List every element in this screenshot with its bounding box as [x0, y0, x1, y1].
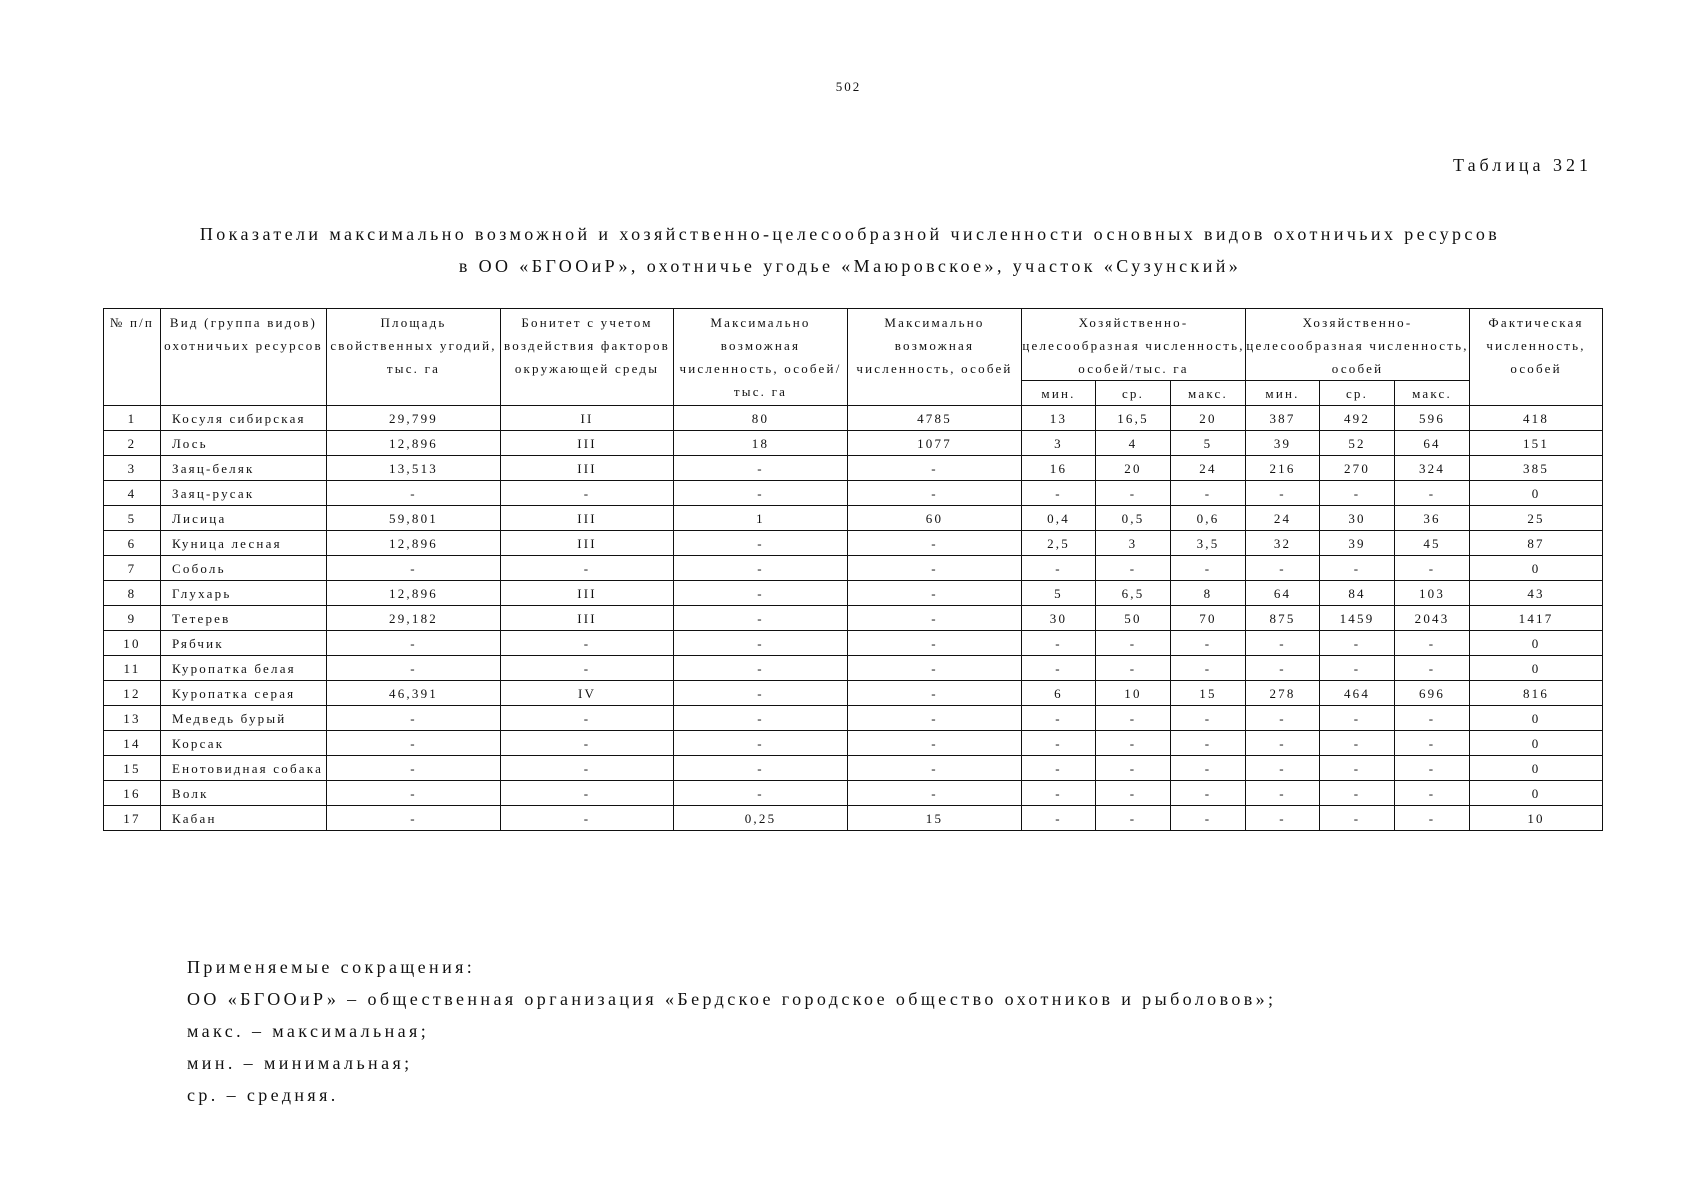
- header-max-count: Максимально возможная численность, особей: [848, 309, 1022, 406]
- header-eco-count: Хозяйственно-целесообразная численность, особей: [1246, 309, 1470, 381]
- cell-c-max: 64: [1395, 431, 1470, 456]
- cell-d-avg: 50: [1096, 606, 1171, 631]
- cell-name: Рябчик: [161, 631, 327, 656]
- cell-c-avg: 1459: [1320, 606, 1395, 631]
- cell-c-min: 32: [1246, 531, 1320, 556]
- header-num: № п/п: [104, 309, 161, 406]
- cell-num: 8: [104, 581, 161, 606]
- cell-area: 29,799: [327, 406, 501, 431]
- cell-c-max: -: [1395, 781, 1470, 806]
- cell-d-min: -: [1022, 706, 1096, 731]
- cell-d-avg: -: [1096, 756, 1171, 781]
- header-area: Площадь свойственных угодий, тыс. га: [327, 309, 501, 406]
- cell-d-min: 0,4: [1022, 506, 1096, 531]
- cell-d-min: -: [1022, 731, 1096, 756]
- cell-d-max: 20: [1171, 406, 1246, 431]
- cell-d-max: 8: [1171, 581, 1246, 606]
- cell-c-max: 45: [1395, 531, 1470, 556]
- cell-max-count: -: [848, 656, 1022, 681]
- cell-c-max: -: [1395, 756, 1470, 781]
- cell-d-max: -: [1171, 656, 1246, 681]
- subheader-count-avg: ср.: [1320, 381, 1395, 406]
- cell-area: -: [327, 806, 501, 831]
- cell-c-max: -: [1395, 556, 1470, 581]
- cell-area: 13,513: [327, 456, 501, 481]
- cell-max-count: -: [848, 456, 1022, 481]
- cell-name: Косуля сибирская: [161, 406, 327, 431]
- cell-actual: 25: [1470, 506, 1603, 531]
- cell-bonitet: IV: [501, 681, 674, 706]
- notes-item: ОО «БГООиР» – общественная организация «Бердское городское общество охотников и рыболовов»;: [187, 989, 1277, 1009]
- table-row: [104, 481, 1603, 506]
- cell-d-avg: -: [1096, 706, 1171, 731]
- cell-num: 7: [104, 556, 161, 581]
- cell-max-density: -: [674, 556, 848, 581]
- cell-d-min: -: [1022, 781, 1096, 806]
- cell-bonitet: -: [501, 731, 674, 756]
- cell-max-density: 1: [674, 506, 848, 531]
- cell-d-min: 6: [1022, 681, 1096, 706]
- cell-actual: 0: [1470, 656, 1603, 681]
- cell-bonitet: -: [501, 631, 674, 656]
- cell-name: Глухарь: [161, 581, 327, 606]
- cell-d-max: 0,6: [1171, 506, 1246, 531]
- cell-actual: 0: [1470, 731, 1603, 756]
- cell-actual: 0: [1470, 631, 1603, 656]
- title-line-1: Показатели максимально возможной и хозяйственно-целесообразной численности основных видов охотничьих ресурсов: [199, 224, 1501, 244]
- subheader-count-max: макс.: [1395, 381, 1470, 406]
- cell-actual: 1417: [1470, 606, 1603, 631]
- cell-area: 59,801: [327, 506, 501, 531]
- table-row: [104, 406, 1603, 431]
- cell-max-density: -: [674, 481, 848, 506]
- table-row: [104, 431, 1603, 456]
- cell-c-avg: -: [1320, 806, 1395, 831]
- cell-d-min: 16: [1022, 456, 1096, 481]
- cell-max-density: -: [674, 731, 848, 756]
- cell-c-max: 36: [1395, 506, 1470, 531]
- cell-c-max: 103: [1395, 581, 1470, 606]
- cell-bonitet: III: [501, 606, 674, 631]
- subheader-count-min: мин.: [1246, 381, 1320, 406]
- cell-name: Волк: [161, 781, 327, 806]
- cell-c-min: 24: [1246, 506, 1320, 531]
- cell-actual: 0: [1470, 706, 1603, 731]
- cell-c-avg: 30: [1320, 506, 1395, 531]
- cell-d-max: -: [1171, 631, 1246, 656]
- cell-c-max: 596: [1395, 406, 1470, 431]
- cell-actual: 151: [1470, 431, 1603, 456]
- cell-d-avg: -: [1096, 481, 1171, 506]
- cell-name: Кабан: [161, 806, 327, 831]
- cell-c-min: -: [1246, 556, 1320, 581]
- table-row: [104, 606, 1603, 631]
- cell-max-count: -: [848, 606, 1022, 631]
- cell-bonitet: -: [501, 781, 674, 806]
- cell-area: -: [327, 706, 501, 731]
- cell-area: -: [327, 556, 501, 581]
- cell-num: 16: [104, 781, 161, 806]
- cell-area: 46,391: [327, 681, 501, 706]
- notes-item: мин. – минимальная;: [187, 1053, 413, 1073]
- cell-num: 3: [104, 456, 161, 481]
- cell-d-avg: 3: [1096, 531, 1171, 556]
- cell-c-min: -: [1246, 706, 1320, 731]
- cell-num: 9: [104, 606, 161, 631]
- cell-name: Куропатка белая: [161, 656, 327, 681]
- cell-d-max: 24: [1171, 456, 1246, 481]
- cell-bonitet: III: [501, 581, 674, 606]
- table-row: [104, 681, 1603, 706]
- abbreviations-note: [187, 951, 1276, 1111]
- cell-name: Куропатка серая: [161, 681, 327, 706]
- cell-name: Куница лесная: [161, 531, 327, 556]
- cell-c-avg: -: [1320, 756, 1395, 781]
- cell-actual: 87: [1470, 531, 1603, 556]
- cell-d-min: -: [1022, 631, 1096, 656]
- cell-num: 12: [104, 681, 161, 706]
- cell-d-avg: -: [1096, 631, 1171, 656]
- cell-max-count: -: [848, 706, 1022, 731]
- cell-c-avg: -: [1320, 706, 1395, 731]
- cell-c-avg: 492: [1320, 406, 1395, 431]
- cell-name: Заяц-беляк: [161, 456, 327, 481]
- cell-d-max: 70: [1171, 606, 1246, 631]
- cell-num: 17: [104, 806, 161, 831]
- cell-d-avg: -: [1096, 556, 1171, 581]
- cell-actual: 43: [1470, 581, 1603, 606]
- table-row: [104, 806, 1603, 831]
- table-row: [104, 581, 1603, 606]
- cell-d-min: -: [1022, 656, 1096, 681]
- cell-actual: 418: [1470, 406, 1603, 431]
- cell-d-avg: 0,5: [1096, 506, 1171, 531]
- cell-d-max: -: [1171, 806, 1246, 831]
- table-row: [104, 781, 1603, 806]
- header-actual: Фактическая численность, особей: [1470, 309, 1603, 406]
- cell-c-max: -: [1395, 706, 1470, 731]
- cell-num: 1: [104, 406, 161, 431]
- cell-name: Лисица: [161, 506, 327, 531]
- cell-name: Енотовидная собака: [161, 756, 327, 781]
- cell-bonitet: -: [501, 481, 674, 506]
- table-row: [104, 531, 1603, 556]
- cell-max-density: -: [674, 581, 848, 606]
- subheader-density-max: макс.: [1171, 381, 1246, 406]
- cell-name: Заяц-русак: [161, 481, 327, 506]
- cell-c-min: -: [1246, 756, 1320, 781]
- cell-name: Тетерев: [161, 606, 327, 631]
- table-row: [104, 656, 1603, 681]
- cell-bonitet: -: [501, 706, 674, 731]
- cell-max-density: -: [674, 606, 848, 631]
- table-row: [104, 631, 1603, 656]
- cell-c-avg: 39: [1320, 531, 1395, 556]
- cell-name: Лось: [161, 431, 327, 456]
- cell-c-max: -: [1395, 631, 1470, 656]
- cell-bonitet: II: [501, 406, 674, 431]
- cell-d-avg: 16,5: [1096, 406, 1171, 431]
- cell-max-density: 0,25: [674, 806, 848, 831]
- cell-max-density: -: [674, 656, 848, 681]
- cell-d-min: -: [1022, 556, 1096, 581]
- cell-c-avg: 52: [1320, 431, 1395, 456]
- cell-max-density: -: [674, 456, 848, 481]
- cell-num: 10: [104, 631, 161, 656]
- cell-c-min: -: [1246, 781, 1320, 806]
- cell-c-max: 324: [1395, 456, 1470, 481]
- header-species: Вид (группа видов) охотничьих ресурсов: [161, 309, 327, 406]
- cell-d-avg: 20: [1096, 456, 1171, 481]
- cell-max-count: 1077: [848, 431, 1022, 456]
- cell-d-avg: -: [1096, 781, 1171, 806]
- cell-c-avg: -: [1320, 731, 1395, 756]
- cell-c-max: -: [1395, 656, 1470, 681]
- cell-max-density: -: [674, 631, 848, 656]
- notes-item: ср. – средняя.: [187, 1085, 339, 1105]
- cell-bonitet: -: [501, 756, 674, 781]
- cell-c-min: -: [1246, 731, 1320, 756]
- cell-num: 6: [104, 531, 161, 556]
- cell-max-count: -: [848, 681, 1022, 706]
- cell-d-max: 3,5: [1171, 531, 1246, 556]
- table-row: [104, 731, 1603, 756]
- cell-d-min: 13: [1022, 406, 1096, 431]
- cell-max-count: -: [848, 756, 1022, 781]
- cell-area: -: [327, 731, 501, 756]
- cell-actual: 0: [1470, 481, 1603, 506]
- cell-actual: 816: [1470, 681, 1603, 706]
- cell-c-min: 278: [1246, 681, 1320, 706]
- cell-actual: 0: [1470, 781, 1603, 806]
- cell-area: 29,182: [327, 606, 501, 631]
- subheader-density-min: мин.: [1022, 381, 1096, 406]
- cell-d-max: -: [1171, 731, 1246, 756]
- cell-max-count: 15: [848, 806, 1022, 831]
- cell-actual: 10: [1470, 806, 1603, 831]
- cell-num: 2: [104, 431, 161, 456]
- cell-name: Медведь бурый: [161, 706, 327, 731]
- cell-max-density: 18: [674, 431, 848, 456]
- cell-area: -: [327, 781, 501, 806]
- header-bonitet: Бонитет с учетом воздействия факторов окружающей среды: [501, 309, 674, 406]
- cell-area: -: [327, 481, 501, 506]
- cell-c-min: -: [1246, 806, 1320, 831]
- cell-max-count: -: [848, 631, 1022, 656]
- cell-d-avg: 6,5: [1096, 581, 1171, 606]
- notes-heading: Применяемые сокращения:: [187, 957, 476, 977]
- table-header: [104, 309, 1603, 406]
- cell-d-max: -: [1171, 706, 1246, 731]
- cell-area: -: [327, 656, 501, 681]
- cell-c-max: -: [1395, 806, 1470, 831]
- table-row: [104, 556, 1603, 581]
- cell-d-min: -: [1022, 481, 1096, 506]
- cell-c-avg: -: [1320, 556, 1395, 581]
- cell-d-avg: -: [1096, 656, 1171, 681]
- cell-max-density: -: [674, 681, 848, 706]
- cell-d-min: 3: [1022, 431, 1096, 456]
- cell-bonitet: -: [501, 806, 674, 831]
- cell-d-min: -: [1022, 806, 1096, 831]
- cell-c-min: -: [1246, 656, 1320, 681]
- cell-c-avg: 270: [1320, 456, 1395, 481]
- cell-d-min: 5: [1022, 581, 1096, 606]
- cell-max-count: -: [848, 781, 1022, 806]
- cell-bonitet: -: [501, 656, 674, 681]
- cell-actual: 0: [1470, 556, 1603, 581]
- cell-max-density: 80: [674, 406, 848, 431]
- cell-bonitet: III: [501, 531, 674, 556]
- cell-c-avg: -: [1320, 781, 1395, 806]
- cell-c-avg: -: [1320, 481, 1395, 506]
- cell-c-min: 875: [1246, 606, 1320, 631]
- cell-max-count: -: [848, 481, 1022, 506]
- cell-c-avg: -: [1320, 631, 1395, 656]
- cell-bonitet: III: [501, 456, 674, 481]
- title-line-2: в ОО «БГООиР», охотничье угодье «Маюровское», участок «Сузунский»: [458, 256, 1242, 276]
- cell-max-count: -: [848, 581, 1022, 606]
- table-label: Таблица 321: [1453, 155, 1592, 175]
- cell-num: 15: [104, 756, 161, 781]
- cell-c-min: 39: [1246, 431, 1320, 456]
- subheader-density-avg: ср.: [1096, 381, 1171, 406]
- cell-c-min: -: [1246, 631, 1320, 656]
- cell-d-min: 30: [1022, 606, 1096, 631]
- cell-bonitet: III: [501, 506, 674, 531]
- cell-max-density: -: [674, 706, 848, 731]
- cell-area: 12,896: [327, 581, 501, 606]
- header-max-density: Максимально возможная численность, особей/тыс. га: [674, 309, 848, 406]
- cell-num: 13: [104, 706, 161, 731]
- cell-max-count: -: [848, 731, 1022, 756]
- cell-d-max: -: [1171, 481, 1246, 506]
- cell-d-max: -: [1171, 556, 1246, 581]
- cell-num: 5: [104, 506, 161, 531]
- cell-d-avg: -: [1096, 806, 1171, 831]
- cell-c-avg: -: [1320, 656, 1395, 681]
- cell-d-avg: 10: [1096, 681, 1171, 706]
- cell-area: -: [327, 756, 501, 781]
- cell-actual: 0: [1470, 756, 1603, 781]
- cell-max-density: -: [674, 756, 848, 781]
- cell-d-avg: 4: [1096, 431, 1171, 456]
- cell-d-max: 5: [1171, 431, 1246, 456]
- cell-name: Соболь: [161, 556, 327, 581]
- header-eco-density: Хозяйственно-целесообразная численность, особей/тыс. га: [1022, 309, 1246, 381]
- cell-bonitet: III: [501, 431, 674, 456]
- cell-max-count: 4785: [848, 406, 1022, 431]
- cell-area: -: [327, 631, 501, 656]
- cell-num: 11: [104, 656, 161, 681]
- cell-d-min: -: [1022, 756, 1096, 781]
- cell-area: 12,896: [327, 431, 501, 456]
- cell-c-min: -: [1246, 481, 1320, 506]
- page-number: 502: [835, 79, 862, 94]
- notes-item: макс. – максимальная;: [187, 1021, 430, 1041]
- table-body: [104, 406, 1603, 831]
- cell-c-max: 696: [1395, 681, 1470, 706]
- cell-max-count: -: [848, 531, 1022, 556]
- data-table: [103, 308, 1603, 831]
- cell-c-min: 64: [1246, 581, 1320, 606]
- cell-max-density: -: [674, 781, 848, 806]
- table-row: [104, 456, 1603, 481]
- cell-actual: 385: [1470, 456, 1603, 481]
- cell-name: Корсак: [161, 731, 327, 756]
- table-row: [104, 706, 1603, 731]
- cell-d-max: -: [1171, 781, 1246, 806]
- cell-max-count: -: [848, 556, 1022, 581]
- table-row: [104, 756, 1603, 781]
- cell-num: 14: [104, 731, 161, 756]
- cell-max-count: 60: [848, 506, 1022, 531]
- cell-d-min: 2,5: [1022, 531, 1096, 556]
- cell-c-min: 216: [1246, 456, 1320, 481]
- cell-c-max: -: [1395, 481, 1470, 506]
- document-title: [100, 218, 1600, 282]
- cell-d-avg: -: [1096, 731, 1171, 756]
- cell-c-avg: 84: [1320, 581, 1395, 606]
- table-row: [104, 506, 1603, 531]
- cell-num: 4: [104, 481, 161, 506]
- cell-c-max: -: [1395, 731, 1470, 756]
- cell-area: 12,896: [327, 531, 501, 556]
- cell-c-max: 2043: [1395, 606, 1470, 631]
- cell-d-max: 15: [1171, 681, 1246, 706]
- cell-d-max: -: [1171, 756, 1246, 781]
- cell-max-density: -: [674, 531, 848, 556]
- cell-c-avg: 464: [1320, 681, 1395, 706]
- cell-bonitet: -: [501, 556, 674, 581]
- cell-c-min: 387: [1246, 406, 1320, 431]
